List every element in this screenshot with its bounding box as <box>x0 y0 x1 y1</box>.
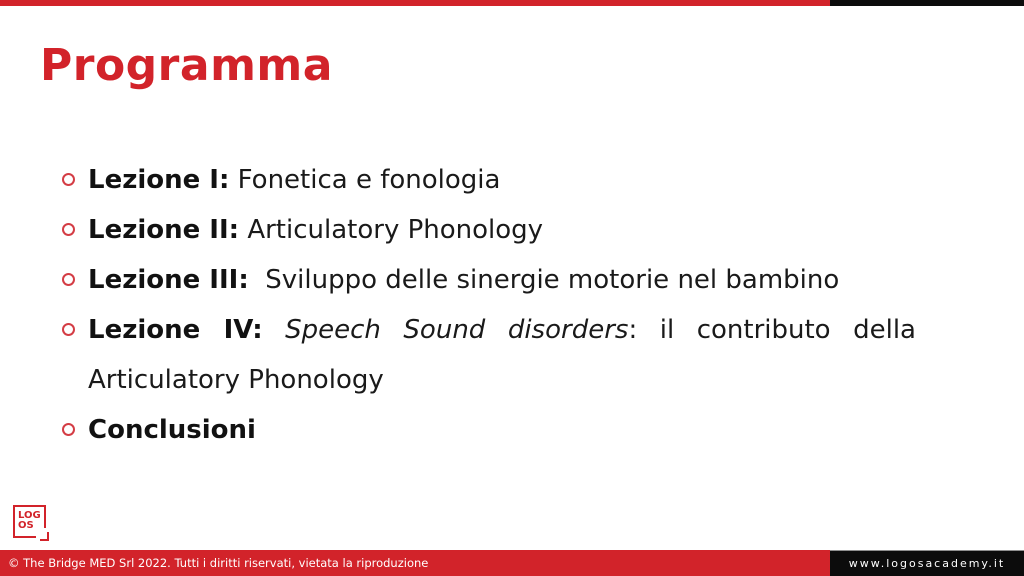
page-title: Programma <box>40 40 333 91</box>
list-item-text <box>88 265 839 295</box>
circle-bullet-icon <box>62 423 75 436</box>
list-item-text <box>88 215 543 245</box>
circle-bullet-icon <box>62 323 75 336</box>
lesson-description: : il contributo della Articulatory Phonology <box>88 315 925 395</box>
list-item-text <box>88 415 256 445</box>
lesson-label: Lezione IV: <box>88 315 263 345</box>
circle-bullet-icon <box>62 173 75 186</box>
circle-bullet-icon <box>62 223 75 236</box>
list-item-lezione-3 <box>40 255 916 305</box>
lesson-label: Conclusioni <box>88 415 256 445</box>
circle-bullet-icon <box>62 273 75 286</box>
top-accent-bar <box>0 0 1024 6</box>
list-item-lezione-2 <box>40 205 916 255</box>
list-item-lezione-1 <box>40 155 916 205</box>
logo-line1: LOG <box>18 510 41 521</box>
lesson-description: Articulatory Phonology <box>239 215 544 245</box>
lesson-italic: Speech Sound disorders <box>262 315 629 345</box>
footer-bar <box>0 550 1024 576</box>
lesson-list <box>40 155 925 455</box>
list-item-text <box>88 165 500 195</box>
copyright-text: © The Bridge MED Srl 2022. Tutti i diritti riservati, vietata la riproduzione <box>0 550 830 576</box>
list-item-text <box>88 305 925 405</box>
lesson-label: Lezione III: <box>88 265 249 295</box>
logo-line2: OS <box>18 520 34 531</box>
list-item-conclusioni <box>40 405 916 455</box>
list-item-lezione-4 <box>40 305 925 405</box>
lesson-label: Lezione I: <box>88 165 230 195</box>
lesson-description: Sviluppo delle sinergie motorie nel bambino <box>248 265 840 295</box>
logos-logo <box>13 505 46 538</box>
top-bar-black-segment <box>830 0 1024 6</box>
top-bar-red-segment <box>0 0 830 6</box>
lesson-label: Lezione II: <box>88 215 240 245</box>
lesson-description: Fonetica e fonologia <box>229 165 501 195</box>
logo-notch-corner <box>40 532 49 541</box>
website-url: www.logosacademy.it <box>830 550 1024 576</box>
